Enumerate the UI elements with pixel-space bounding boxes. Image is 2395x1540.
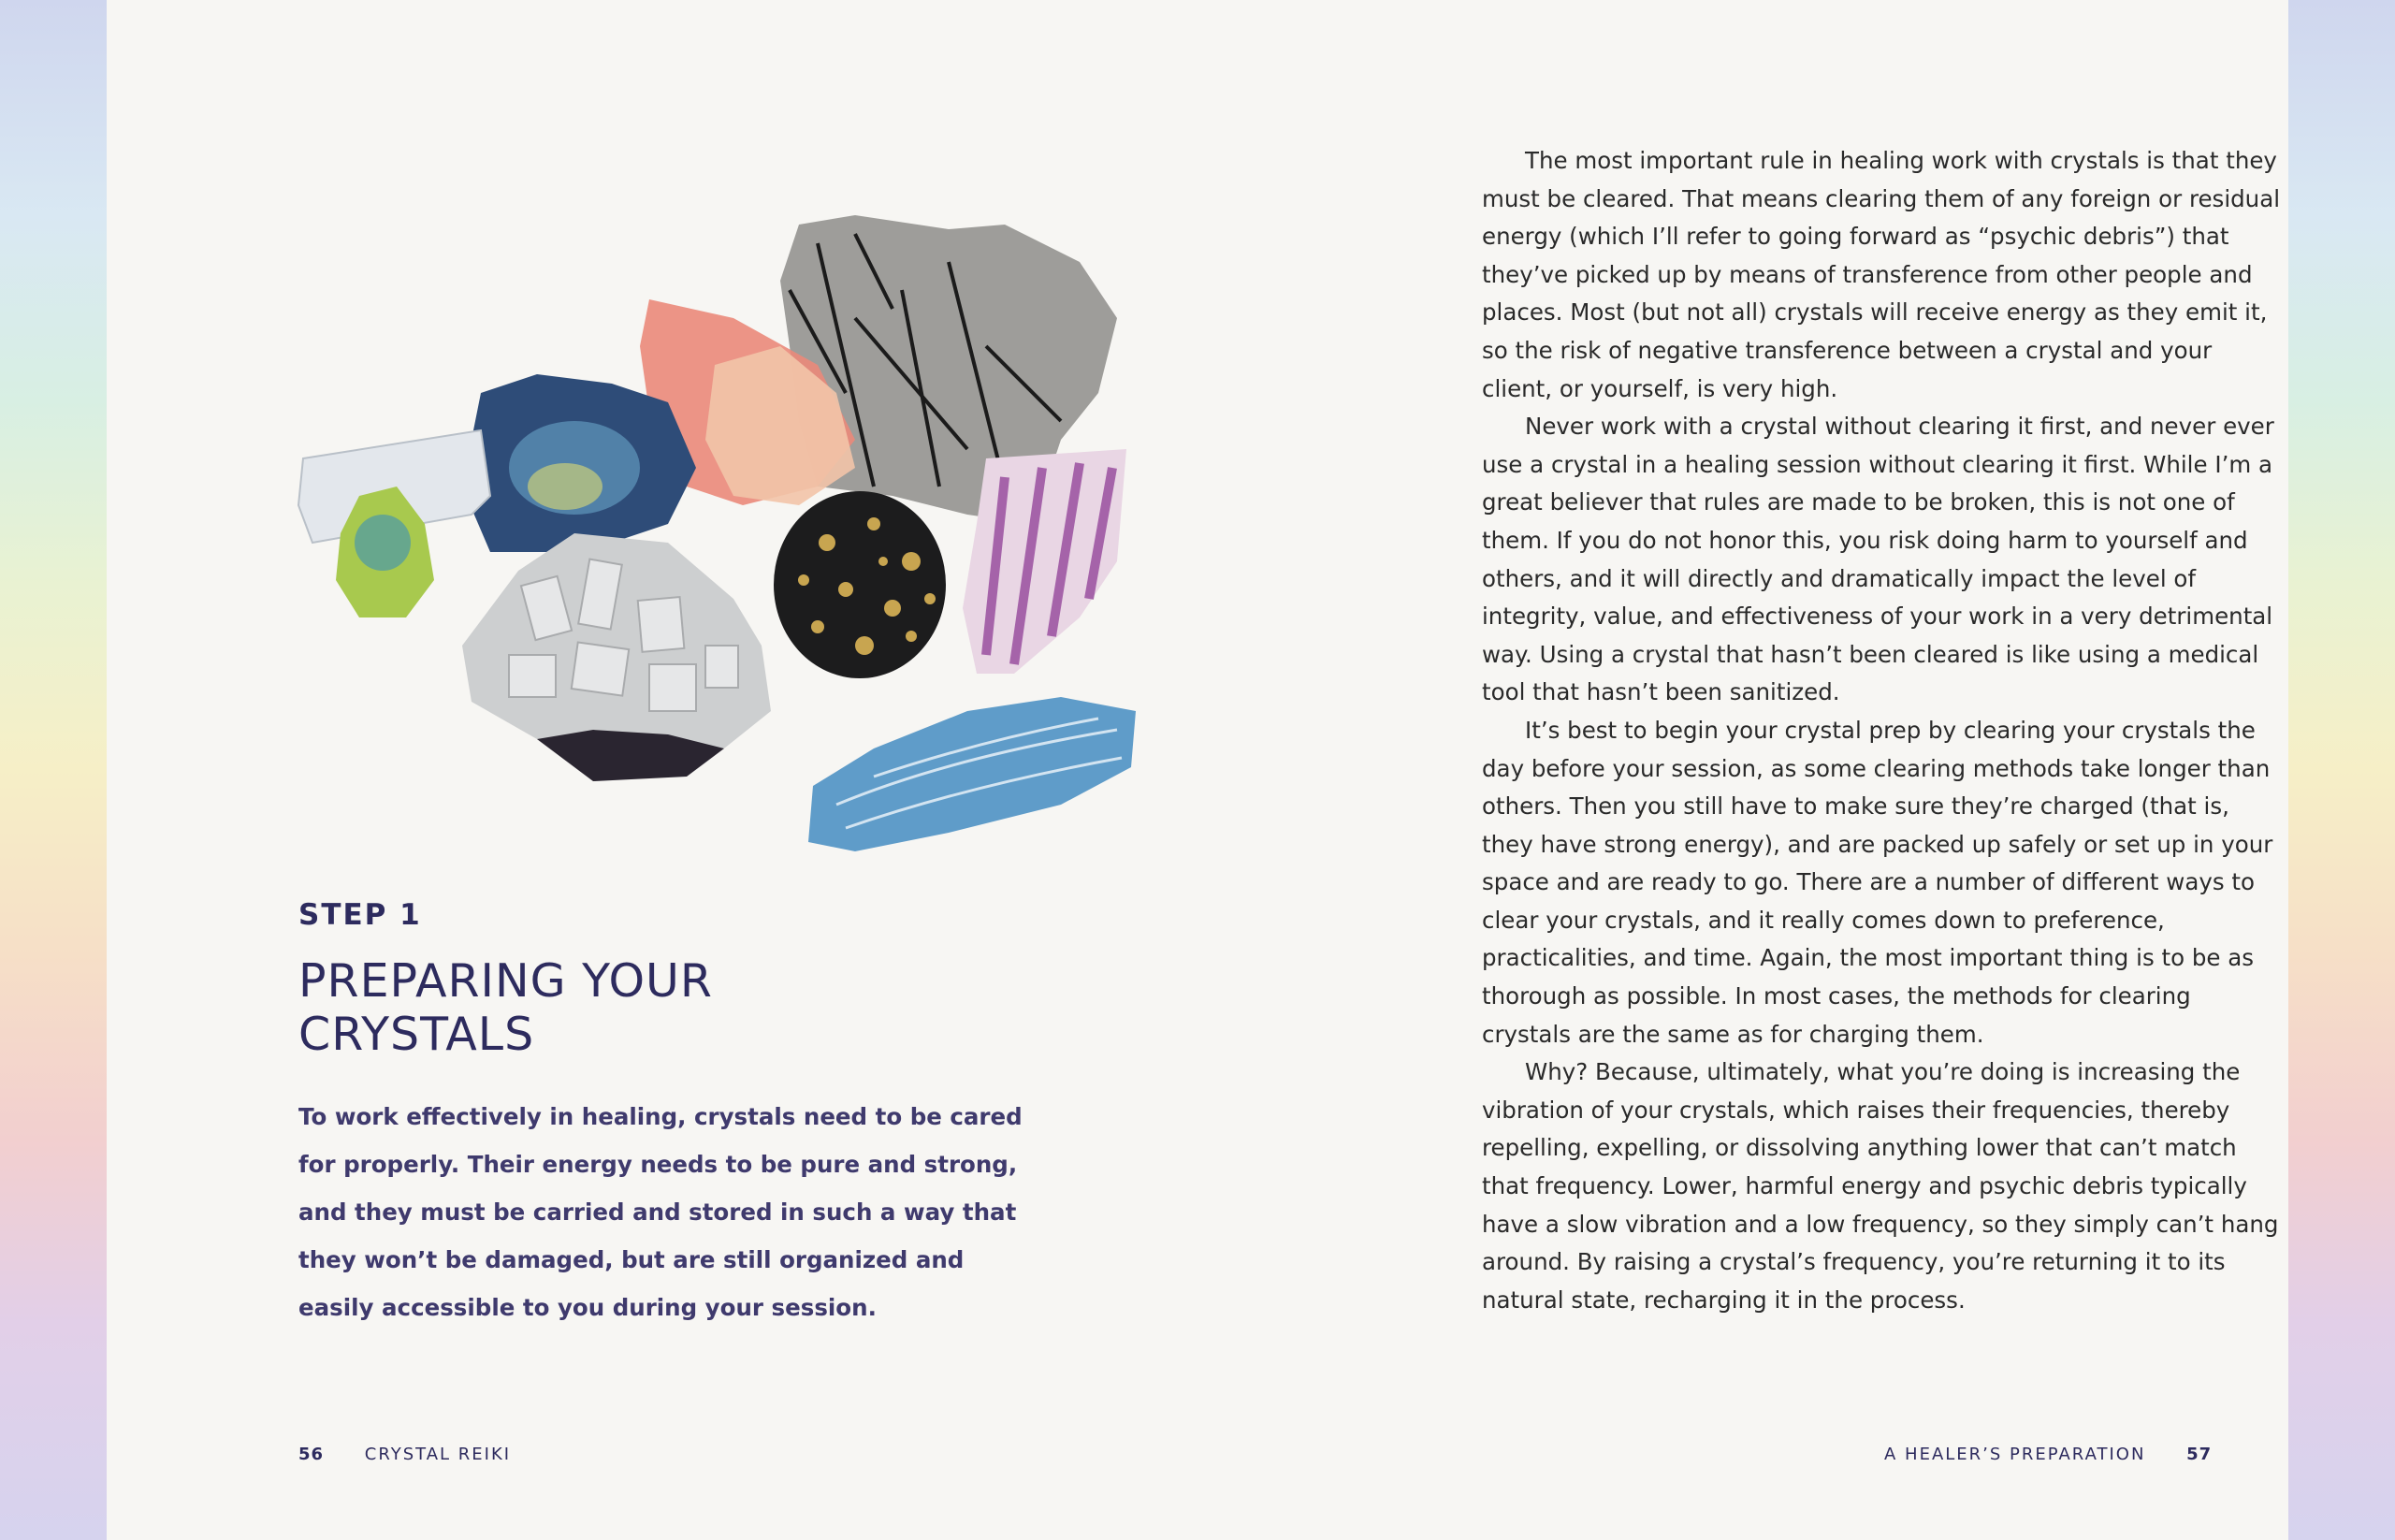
book-spread <box>107 0 2288 1540</box>
page-number-right: 57 <box>2186 1445 2213 1464</box>
footer-right <box>1884 1445 2212 1464</box>
title-line-1: PREPARING YOUR <box>298 954 713 1008</box>
step-label: STEP 1 <box>298 898 422 932</box>
body-paragraph: Why? Because, ultimately, what you’re doing is increasing the vibration of your crystals, which raises their frequencies, thereby repelling, expelling, or dissolving anything lower that can’t match that frequency. Lower, harmful energy and psychic debris typically have a slow vibration and a low frequency, so they simply can’t hang around. By raising a crystal’s frequency, you’re returning it to its natural state, recharging it in the process. <box>1482 1058 2279 1314</box>
body-paragraph: The most important rule in healing work with crystals is that they must be cleared. That means clearing them of any foreign or residual energy (which I’ll refer to going forward as “psychic debris”) that they’ve picked up by means of transference from other people and places. Most (but not all) crystals will receive energy as they emit it, so the risk of negative transference between a crystal and your client, or yourself, is very high. <box>1482 147 2281 402</box>
section-title <box>298 954 953 1061</box>
footer-left <box>298 1445 511 1464</box>
body-text <box>1482 142 2286 1319</box>
body-paragraph: It’s best to begin your crystal prep by clearing your crystals the day before your session, as some clearing methods take longer than others. Then you still have to make sure they’re charged (that is, they have strong energy), and are packed up safely or set up in your space and are ready to go. There are a number of different ways to clear your crystals, and it really comes down to preference, practicalities, and time. Again, the most important thing is to be as thorough as possible. In most cases, the methods for clearing crystals are the same as for charging them. <box>1482 716 2273 1048</box>
body-paragraph: Never work with a crystal without clearing it first, and never ever use a crystal in a healing session without clearing it first. While I’m a great believer that rules are made to be broken, this is not one of them. If you do not honor this, you risk doing harm to yourself and others, and it will directly and dramatically impact the level of integrity, value, and effectiveness of your work in a very detrimental way. Using a crystal that hasn’t been cleared is like using a medical tool that hasn’t been sanitized. <box>1482 413 2274 706</box>
intro-paragraph: To work effectively in healing, crystals need to be cared for properly. Their energy needs to be pure and strong, and they must be carried and stored in such a way that they won’t be damaged, but are still organized and easily accessible to you during your session. <box>298 1103 1023 1321</box>
page-number-left: 56 <box>298 1445 325 1464</box>
crystals-illustration <box>294 206 1145 861</box>
running-head-right: A HEALER’S PREPARATION <box>1884 1445 2146 1464</box>
title-line-2: CRYSTALS <box>298 1008 535 1061</box>
running-head-left: CRYSTAL REIKI <box>364 1445 512 1464</box>
